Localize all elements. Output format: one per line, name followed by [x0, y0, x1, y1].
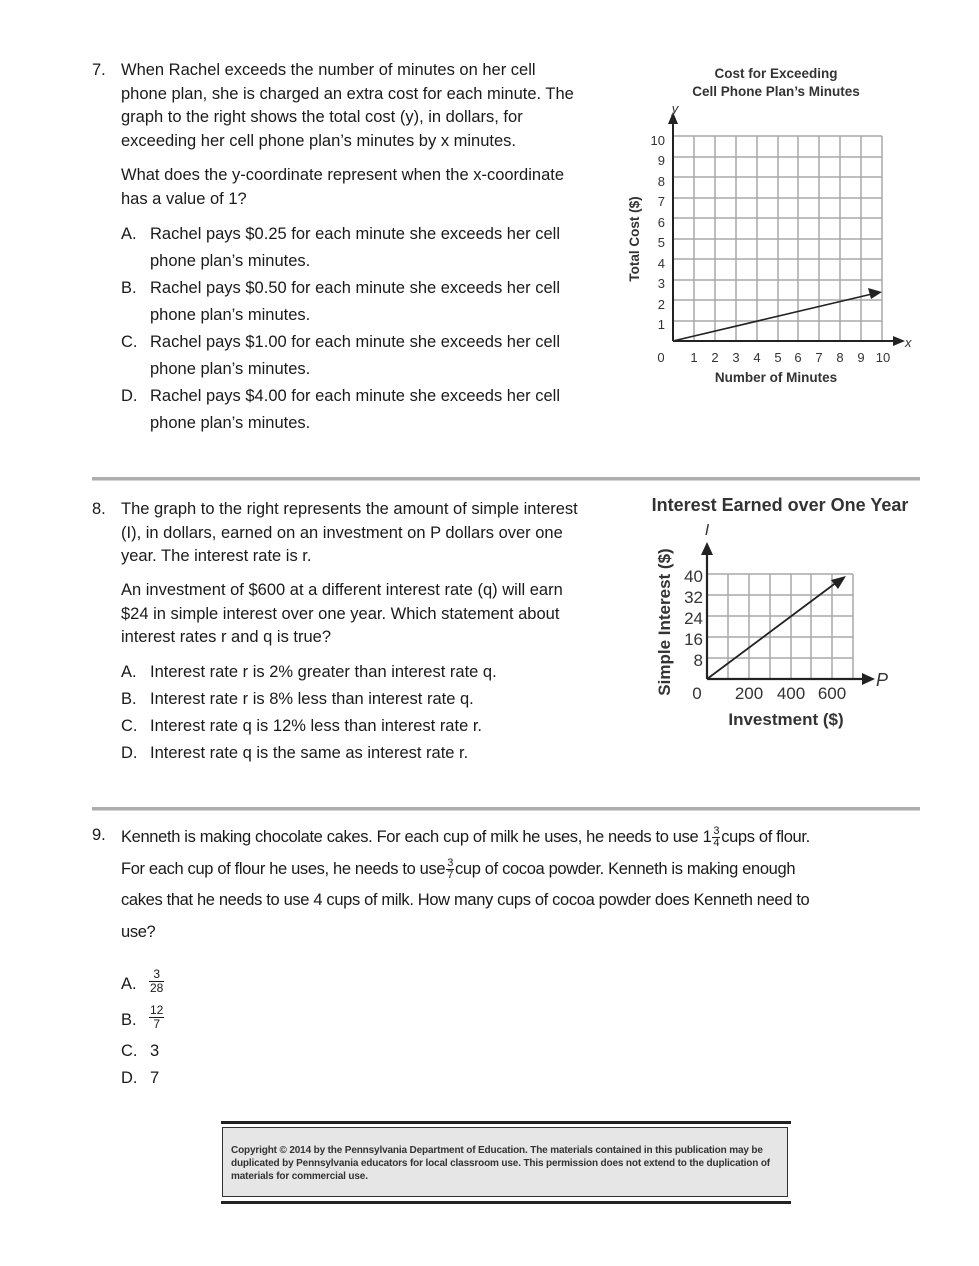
svg-text:4: 4: [657, 256, 665, 271]
option-text: 3: [150, 1042, 160, 1060]
svg-text:16: 16: [684, 630, 703, 649]
stem-line: (I), in dollars, earned on an investment on P dollars over one: [121, 523, 563, 542]
svg-text:200: 200: [734, 684, 764, 703]
answer-option-d[interactable]: [121, 740, 601, 767]
answer-option-b[interactable]: [121, 275, 601, 329]
option-text: Rachel pays $0.50 for each minute she exceeds her cell: [150, 279, 560, 297]
option-letter: B.: [121, 279, 137, 297]
stem-line: graph to the right shows the total cost (y), in dollars, for: [121, 108, 523, 126]
copyright-box: [222, 1127, 788, 1197]
question-stem: [121, 498, 626, 569]
fraction-three-fourths: $\frac{3}{4}$: [713, 825, 720, 850]
copyright-text: Copyright © 2014 by the Pennsylvania Department of Education. The materials contained in this publication may be duplicated by Pennsylvania educators for local classroom use. This permission does not extend to the duplication of materials for commercial use.: [231, 1145, 770, 1182]
answer-option-a[interactable]: [121, 659, 601, 686]
option-letter: B.: [121, 1011, 137, 1029]
question-number: 7.: [92, 61, 106, 79]
answer-option-b[interactable]: [121, 1004, 221, 1038]
option-text: Interest rate r is 2% greater than interest rate q.: [150, 663, 497, 681]
cost-chart: [620, 60, 920, 390]
option-letter: C.: [121, 717, 138, 735]
option-letter: D.: [121, 387, 138, 405]
svg-text:8: 8: [836, 350, 844, 365]
question-stem: [121, 59, 621, 153]
stem-line: use?: [121, 922, 156, 941]
option-letter: C.: [121, 1042, 138, 1060]
prompt-line: An investment of $600 at a different interest rate (q) will earn: [121, 581, 563, 599]
option-fraction: $\frac{3}{28}$: [150, 967, 164, 995]
y-tick-labels: [684, 567, 703, 670]
svg-text:7: 7: [815, 350, 823, 365]
option-text: Interest rate q is 12% less than interest rate r.: [150, 717, 482, 735]
question-number: 9.: [92, 826, 106, 844]
option-letter: D.: [121, 744, 138, 762]
svg-text:10: 10: [650, 133, 665, 148]
option-fraction: $\frac{12}{7}$: [150, 1003, 164, 1031]
axes: [668, 112, 905, 346]
svg-text:9: 9: [657, 153, 665, 168]
option-text: phone plan’s minutes.: [150, 306, 311, 324]
prompt-line: What does the y-coordinate represent when the x-coordinate: [121, 166, 565, 184]
fraction-three-sevenths: $\frac{3}{7}$: [447, 856, 453, 881]
answer-option-d[interactable]: [121, 383, 601, 437]
chart-title-line-1: Cost for Exceeding: [714, 66, 838, 81]
section-divider: [92, 477, 920, 481]
stem-line: phone plan, she is charged an extra cost for each minute. The: [121, 84, 574, 103]
svg-text:24: 24: [684, 609, 703, 628]
y-axis-label: Total Cost ($): [627, 196, 642, 282]
stem-line: exceeding her cell phone plan’s minutes by x minutes.: [121, 131, 517, 150]
option-text: Interest rate r is 8% less than interest rate q.: [150, 690, 474, 708]
option-text: phone plan’s minutes.: [150, 252, 311, 270]
svg-text:9: 9: [857, 350, 865, 365]
svg-text:1: 1: [657, 317, 665, 332]
option-letter: D.: [121, 1069, 138, 1087]
section-divider: [92, 807, 920, 811]
footer-top-rule: [221, 1121, 791, 1124]
svg-text:40: 40: [684, 567, 703, 586]
prompt-line: has a value of 1?: [121, 189, 247, 208]
chart-title: Interest Earned over One Year: [651, 495, 909, 515]
x-axis-label: Investment ($): [728, 710, 844, 729]
svg-text:600: 600: [817, 684, 847, 703]
svg-text:8: 8: [693, 651, 703, 670]
stem-line: cakes that he needs to use 4 cups of milk. How many cups of cocoa powder does Kenneth need to: [121, 891, 810, 909]
answer-option-b[interactable]: [121, 686, 601, 713]
svg-text:3: 3: [657, 276, 665, 291]
origin-label: 0: [657, 350, 665, 365]
svg-text:5: 5: [774, 350, 782, 365]
x-axis-var: x: [905, 335, 912, 350]
stem-line: When Rachel exceeds the number of minutes on her cell: [121, 61, 536, 79]
option-letter: A.: [121, 225, 137, 243]
svg-text:7: 7: [657, 194, 665, 209]
x-tick-labels: [735, 684, 846, 703]
answer-option-a[interactable]: [121, 221, 601, 275]
svg-text:1: 1: [690, 350, 698, 365]
svg-text:32: 32: [684, 588, 703, 607]
option-letter: B.: [121, 690, 137, 708]
option-text: Rachel pays $0.25 for each minute she exceeds her cell: [150, 225, 560, 243]
svg-text:5: 5: [657, 235, 665, 250]
option-letter: A.: [121, 663, 137, 681]
svg-text:6: 6: [657, 215, 665, 230]
svg-text:8: 8: [657, 174, 665, 189]
question-prompt: [121, 579, 626, 650]
stem-line: The graph to the right represents the amount of simple interest: [121, 500, 578, 518]
question-stem: [121, 822, 911, 948]
option-text: Rachel pays $4.00 for each minute she exceeds her cell: [150, 387, 560, 405]
answer-option-c[interactable]: [121, 1038, 221, 1065]
svg-text:4: 4: [753, 350, 761, 365]
option-text: phone plan’s minutes.: [150, 414, 311, 432]
interest-chart: [635, 490, 925, 740]
svg-text:3: 3: [732, 350, 740, 365]
option-text: 7: [150, 1069, 160, 1087]
answer-option-a[interactable]: [121, 968, 221, 1002]
grid: [673, 136, 882, 341]
x-axis-var: P: [876, 670, 889, 690]
origin-label: 0: [692, 684, 702, 703]
svg-text:6: 6: [794, 350, 802, 365]
svg-text:10: 10: [875, 350, 891, 365]
option-text: Interest rate q is the same as interest rate r.: [150, 744, 469, 762]
svg-text:2: 2: [657, 297, 665, 312]
option-text: Rachel pays $1.00 for each minute she exceeds her cell: [150, 333, 560, 351]
svg-text:400: 400: [776, 684, 806, 703]
prompt-line: $24 in simple interest over one year. Which statement about: [121, 604, 560, 623]
answer-option-c[interactable]: [121, 713, 601, 740]
y-axis-label: Simple Interest ($): [655, 548, 674, 696]
stem-line: For each cup of flour he uses, he needs to use $\frac{3}{7}$ cup of cocoa powder. Kenneth is making enough: [121, 856, 796, 881]
question-prompt: [121, 164, 621, 211]
prompt-line: interest rates r and q is true?: [121, 628, 332, 646]
question-number: 8.: [92, 500, 106, 518]
stem-line: year. The interest rate is r.: [121, 547, 312, 565]
y-axis-var: y: [671, 101, 679, 116]
option-text: phone plan’s minutes.: [150, 360, 311, 378]
footer-bottom-rule: [221, 1201, 791, 1204]
y-axis-var: I: [704, 522, 710, 539]
option-letter: C.: [121, 333, 138, 351]
svg-text:2: 2: [711, 350, 719, 365]
y-tick-labels: [651, 133, 665, 332]
chart-title-line-2: Cell Phone Plan’s Minutes: [692, 84, 860, 99]
option-letter: A.: [121, 975, 137, 993]
stem-line: Kenneth is making chocolate cakes. For each cup of milk he uses, he needs to use 1 $\frac{3}{4}$ cups of flour.: [121, 825, 810, 850]
x-axis-label: Number of Minutes: [714, 370, 838, 385]
answer-option-c[interactable]: [121, 329, 601, 383]
answer-option-d[interactable]: [121, 1065, 221, 1092]
x-tick-labels: [690, 350, 890, 365]
